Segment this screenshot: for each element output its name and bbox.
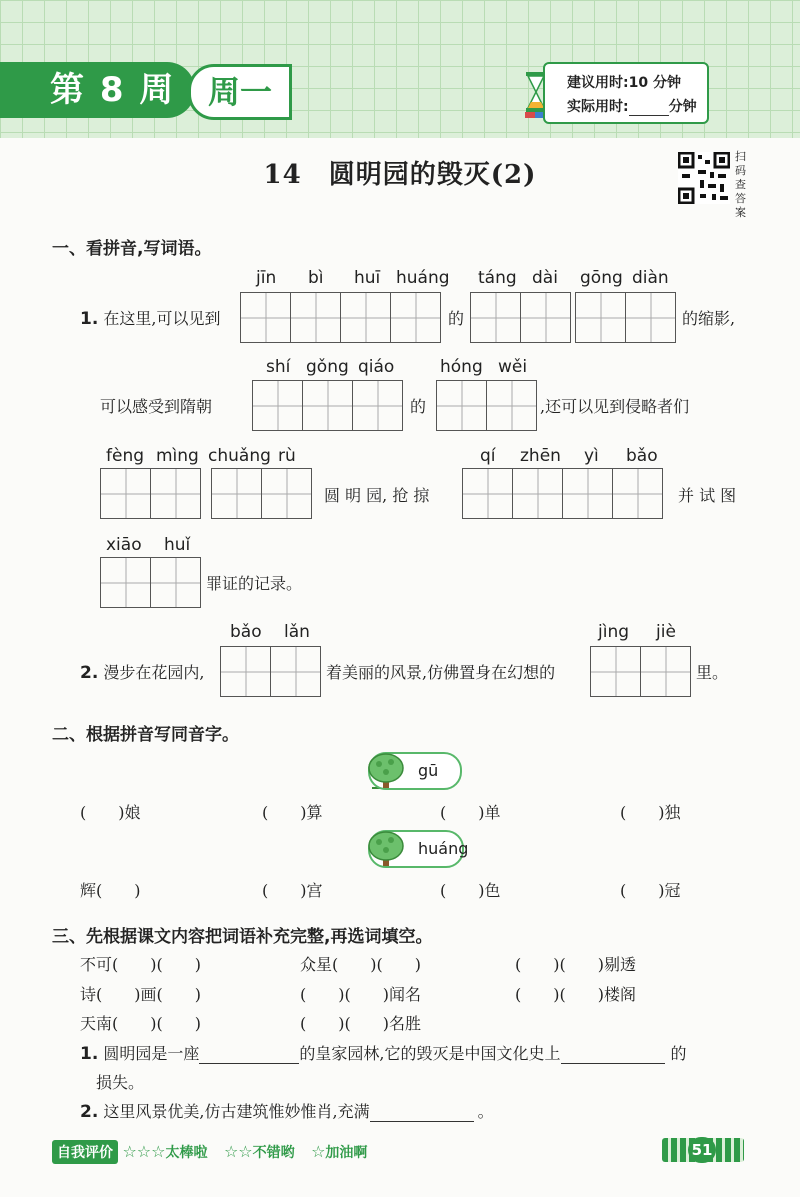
homophone-item[interactable]: ( )冠	[620, 881, 681, 900]
q1-text: 圆 明 园, 抢 掠	[324, 486, 430, 505]
answer-boxes[interactable]	[470, 292, 571, 343]
star-icon[interactable]: ☆	[311, 1142, 326, 1161]
section1-heading: 一、看拼音,写词语。	[52, 239, 212, 259]
tree-icon	[366, 828, 406, 868]
pinyin: qiáo	[358, 357, 395, 377]
pinyin: yì	[584, 446, 599, 466]
pinyin: mìng	[156, 446, 199, 466]
q2-text: 里。	[696, 663, 729, 682]
pinyin: gǒng	[306, 357, 349, 377]
answer-boxes[interactable]	[100, 468, 201, 519]
idiom-item[interactable]: 天南( )( )	[80, 1014, 201, 1033]
fill-text: 损失。	[96, 1073, 145, 1092]
page-number: 51	[688, 1137, 716, 1163]
q1-text: 的缩影,	[682, 309, 736, 328]
pinyin: rù	[278, 446, 296, 466]
fill-text: 的	[670, 1044, 687, 1063]
fill-blank[interactable]	[370, 1105, 474, 1122]
actual-time-blank[interactable]	[629, 99, 669, 116]
pinyin: huī	[354, 268, 381, 288]
q1-text: 在这里,可以见到	[103, 309, 221, 328]
pinyin: zhēn	[520, 446, 561, 466]
eval-option-2: 不错哟	[252, 1145, 295, 1161]
pinyin: bǎo	[230, 622, 262, 642]
pinyin: diàn	[632, 268, 669, 288]
idiom-item[interactable]: ( )( )闻名	[300, 985, 421, 1004]
pinyin: wěi	[498, 357, 528, 377]
answer-boxes[interactable]	[436, 380, 537, 431]
actual-time-unit: 分钟	[668, 99, 697, 115]
time-box	[543, 62, 709, 124]
idiom-item[interactable]: ( )( )剔透	[515, 955, 636, 974]
pinyin: qí	[480, 446, 496, 466]
homophone-item[interactable]: ( )宫	[262, 881, 323, 900]
answer-boxes[interactable]	[211, 468, 312, 519]
question-number: 1.	[80, 1044, 99, 1064]
week-label: 第 8 周	[0, 62, 195, 118]
q1-text: 的	[448, 309, 465, 328]
qr-code-icon[interactable]	[678, 152, 730, 204]
question-number: 1.	[80, 309, 99, 329]
pinyin: jìng	[598, 622, 630, 642]
qr-label: 扫码查答案	[735, 150, 746, 219]
homophone-item[interactable]: ( )娘	[80, 803, 141, 822]
question-number: 2.	[80, 663, 99, 683]
homophone-item[interactable]: ( )独	[620, 803, 681, 822]
answer-boxes[interactable]	[240, 292, 441, 343]
q2-text: 漫步在花园内,	[103, 663, 205, 682]
page-title: 14 圆明园的毁灭(2)	[263, 160, 537, 190]
pinyin: gōng	[580, 268, 623, 288]
q1-text: 的	[410, 397, 427, 416]
self-eval-label: 自我评价	[52, 1140, 118, 1164]
pinyin: jiè	[656, 622, 676, 642]
actual-time	[567, 96, 697, 116]
homophone-item[interactable]: ( )色	[440, 881, 501, 900]
day-label: 周一	[188, 64, 292, 120]
idiom-item[interactable]: 诗( )画( )	[80, 985, 201, 1004]
fill-text: 的皇家园林,它的毁灭是中国文化史上	[299, 1044, 561, 1063]
pinyin: shí	[266, 357, 291, 377]
tree-icon	[366, 750, 406, 790]
q1-text: 并 试 图	[678, 486, 737, 505]
pinyin: huǐ	[164, 535, 191, 555]
self-evaluation	[52, 1140, 379, 1164]
answer-boxes[interactable]	[100, 557, 201, 608]
q1-text: 可以感受到隋朝	[100, 397, 213, 416]
homophone-item[interactable]: 辉( )	[80, 881, 141, 900]
fill-blank[interactable]	[199, 1047, 299, 1064]
question-number: 2.	[80, 1102, 99, 1122]
answer-boxes[interactable]	[575, 292, 676, 343]
answer-boxes[interactable]	[590, 646, 691, 697]
answer-boxes[interactable]	[220, 646, 321, 697]
idiom-item[interactable]: ( )( )楼阁	[515, 985, 636, 1004]
pinyin: hóng	[440, 357, 483, 377]
pinyin-bubble: huáng	[368, 830, 464, 868]
homophone-item[interactable]: ( )单	[440, 803, 501, 822]
pinyin: bǎo	[626, 446, 658, 466]
star-icon[interactable]: ☆☆☆	[122, 1142, 166, 1161]
fill-text: 这里风景优美,仿古建筑惟妙惟肖,充满	[103, 1102, 370, 1121]
pinyin: jīn	[256, 268, 277, 288]
actual-time-label: 实际用时:	[567, 99, 629, 115]
fill-text: 圆明园是一座	[103, 1044, 200, 1063]
idiom-item[interactable]: 不可( )( )	[80, 955, 201, 974]
eval-option-1: 太棒啦	[165, 1145, 208, 1161]
suggested-time: 建议用时:10 分钟	[567, 75, 681, 91]
q1-text: 罪证的记录。	[206, 574, 303, 593]
pinyin: xiāo	[106, 535, 142, 555]
pinyin: huáng	[396, 268, 450, 288]
pinyin: táng	[478, 268, 517, 288]
section3-heading: 三、先根据课文内容把词语补充完整,再选词填空。	[52, 927, 433, 947]
section2-heading: 二、根据拼音写同音字。	[52, 725, 239, 745]
fill-blank[interactable]	[561, 1047, 665, 1064]
answer-boxes[interactable]	[462, 468, 663, 519]
pinyin: fèng	[106, 446, 145, 466]
fill-text: 。	[477, 1102, 494, 1121]
star-icon[interactable]: ☆☆	[223, 1142, 253, 1161]
q1-text: ,还可以见到侵略者们	[540, 397, 690, 416]
idiom-item[interactable]: 众星( )( )	[300, 955, 421, 974]
eval-option-3: 加油啊	[325, 1145, 368, 1161]
pinyin-bubble: gū	[368, 752, 462, 790]
answer-boxes[interactable]	[252, 380, 403, 431]
pinyin: lǎn	[284, 622, 310, 642]
idiom-item[interactable]: ( )( )名胜	[300, 1014, 421, 1033]
pinyin: dài	[532, 268, 558, 288]
q2-text: 着美丽的风景,仿佛置身在幻想的	[326, 663, 556, 682]
pinyin: chuǎng	[208, 446, 271, 466]
homophone-item[interactable]: ( )算	[262, 803, 323, 822]
pinyin: bì	[308, 268, 324, 288]
